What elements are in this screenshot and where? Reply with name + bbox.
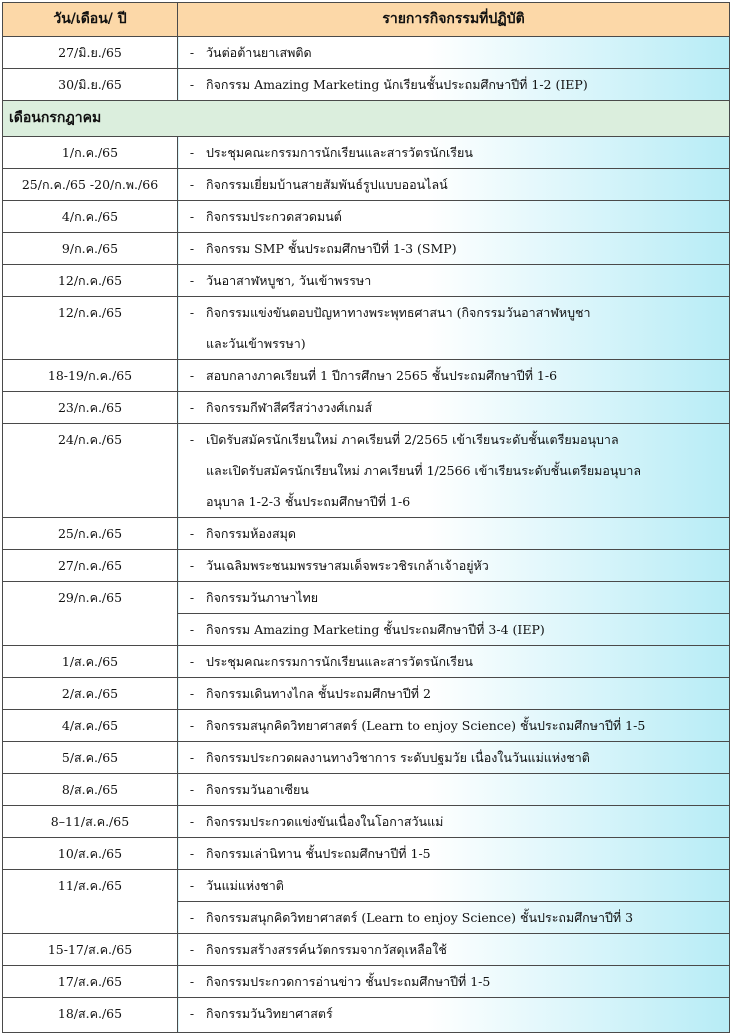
bullet-dash: - [189,782,195,797]
row-date: 27/ก.ค./65 [3,550,178,582]
row-activity [178,265,730,297]
row-date: 4/ก.ค./65 [3,201,178,233]
row-activity [178,550,730,582]
bullet-dash: - [189,1006,195,1021]
bullet-dash: - [189,942,195,957]
activity-line [178,424,729,455]
table-row [3,582,730,614]
schedule-body [3,37,730,1033]
month-heading-row [3,101,730,137]
row-date: 1/ส.ค./65 [3,646,178,678]
row-date: 12/ก.ค./65 [3,297,178,360]
table-row [3,265,730,297]
activity-line [178,774,729,805]
activity-line [178,806,729,837]
activity-text: กิจกรรม Amazing Marketing ชั้นประถมศึกษาปีที่ 3-4 (IEP) [206,622,545,637]
activity-line [178,678,729,709]
table-row [3,297,730,360]
table-row [3,870,730,902]
row-date: 25/ก.ค./65 [3,518,178,550]
row-activity [178,69,730,101]
table-row [3,934,730,966]
bullet-dash: - [189,718,195,733]
table-row [3,742,730,774]
row-date: 23/ก.ค./65 [3,392,178,424]
bullet-dash: - [189,974,195,989]
bullet-dash: - [189,368,195,383]
activity-text: วันเฉลิมพระชนมพรรษาสมเด็จพระวชิรเกล้าเจ้าอยู่หัว [206,558,489,573]
activity-text: กิจกรรมเยี่ยมบ้านสายสัมพันธ์รูปแบบออนไลน์ [206,177,448,192]
row-activity [178,870,730,902]
row-activity [178,646,730,678]
activity-text: ประชุมคณะกรรมการนักเรียนและสารวัตรนักเรียน [206,654,473,669]
activity-text: กิจกรรมกีฬาสีศรีสว่างวงศ์เกมส์ [206,400,373,415]
activity-text-continued: และเปิดรับสมัครนักเรียนใหม่ ภาคเรียนที่ 1/2566 เข้าเรียนระดับชั้นเตรียมอนุบาล [206,463,642,478]
bullet-dash: - [189,273,195,288]
activity-line [178,998,729,1029]
table-row [3,998,730,1033]
activity-line [178,37,729,68]
activity-text: กิจกรรมเล่านิทาน ชั้นประถมศึกษาปีที่ 1-5 [206,846,431,861]
activity-line [178,169,729,200]
activity-text: กิจกรรมสนุกคิดวิทยาศาสตร์ (Learn to enjoy Science) ชั้นประถมศึกษาปีที่ 1-5 [206,718,646,733]
table-row [3,966,730,998]
date-column-header: วัน/เดือน/ ปี [3,3,178,37]
bullet-dash: - [189,558,195,573]
table-row [3,678,730,710]
activity-line [178,870,729,901]
activity-text: กิจกรรมสนุกคิดวิทยาศาสตร์ (Learn to enjoy Science) ชั้นประถมศึกษาปีที่ 3 [206,910,634,925]
activity-text: วันต่อต้านยาเสพติด [206,45,312,60]
row-activity [178,838,730,870]
row-date: 10/ส.ค./65 [3,838,178,870]
activity-column-header: รายการกิจกรรมที่ปฏิบัติ [178,3,730,37]
row-date: 11/ส.ค./65 [3,870,178,934]
activity-line [178,614,729,645]
row-date: 2/ส.ค./65 [3,678,178,710]
activity-line [178,934,729,965]
table-header-row [3,3,730,37]
row-activity [178,233,730,265]
activity-line [178,201,729,232]
bullet-dash: - [189,910,195,925]
row-activity [178,582,730,614]
row-date: 18-19/ก.ค./65 [3,360,178,392]
activity-line [178,646,729,677]
row-activity [178,774,730,806]
activity-line [178,742,729,773]
activity-text: กิจกรรมสร้างสรรค์นวัตกรรมจากวัสดุเหลือใช้ [206,942,447,957]
activity-line [178,582,729,613]
row-date: 15-17/ส.ค./65 [3,934,178,966]
activity-text: กิจกรรม SMP ชั้นประถมศึกษาปีที่ 1-3 (SMP) [206,241,457,256]
table-row [3,550,730,582]
bullet-dash: - [189,177,195,192]
bullet-dash: - [189,526,195,541]
row-date: 9/ก.ค./65 [3,233,178,265]
table-row [3,392,730,424]
table-row [3,201,730,233]
row-activity [178,806,730,838]
row-activity [178,934,730,966]
activity-text: กิจกรรม Amazing Marketing นักเรียนชั้นประถมศึกษาปีที่ 1-2 (IEP) [206,77,588,92]
row-activity [178,998,730,1033]
activity-text: กิจกรรมเดินทางไกล ชั้นประถมศึกษาปีที่ 2 [206,686,431,701]
row-date: 8/ส.ค./65 [3,774,178,806]
activity-line [178,966,729,997]
activity-line [178,710,729,741]
activity-text: กิจกรรมห้องสมุด [206,526,296,541]
activity-line [178,838,729,869]
row-activity [178,297,730,360]
activity-line [178,550,729,581]
bullet-dash: - [189,686,195,701]
activity-text: กิจกรรมประกวดผลงานทางวิชาการ ระดับปฐมวัย เนื่องในวันแม่แห่งชาติ [206,750,590,765]
row-activity [178,424,730,518]
bullet-dash: - [189,145,195,160]
table-row [3,37,730,69]
activity-schedule-table [2,2,730,1033]
activity-line [178,69,729,100]
row-activity [178,360,730,392]
row-date: 8–11/ส.ค./65 [3,806,178,838]
bullet-dash: - [189,432,195,447]
table-row [3,169,730,201]
bullet-dash: - [189,45,195,60]
row-activity [178,137,730,169]
activity-line [178,360,729,391]
row-date: 27/มิ.ย./65 [3,37,178,69]
row-date: 30/มิ.ย./65 [3,69,178,101]
bullet-dash: - [189,814,195,829]
activity-line [178,233,729,264]
row-date: 25/ก.ค./65 -20/ก.พ./66 [3,169,178,201]
table-row [3,710,730,742]
row-activity [178,614,730,646]
activity-text: กิจกรรมประกวดการอ่านข่าว ชั้นประถมศึกษาปีที่ 1-5 [206,974,491,989]
row-activity [178,742,730,774]
activity-line [178,518,729,549]
activity-text: กิจกรรมวันภาษาไทย [206,590,319,605]
bullet-dash: - [189,77,195,92]
table-row [3,774,730,806]
table-row [3,518,730,550]
row-activity [178,392,730,424]
table-row [3,646,730,678]
row-date: 29/ก.ค./65 [3,582,178,646]
bullet-dash: - [189,878,195,893]
row-date: 5/ส.ค./65 [3,742,178,774]
bullet-dash: - [189,209,195,224]
activity-text: กิจกรรมแข่งขันตอบปัญหาทางพระพุทธศาสนา (กิจกรรมวันอาสาฬหบูชา [206,305,591,320]
row-activity [178,201,730,233]
activity-text-continued: และวันเข้าพรรษา) [206,336,306,351]
bullet-dash: - [189,846,195,861]
bullet-dash: - [189,750,195,765]
table-row [3,424,730,518]
row-date: 4/ส.ค./65 [3,710,178,742]
table-row [3,137,730,169]
activity-text: กิจกรรมประกวดแข่งขันเนื่องในโอกาสวันแม่ [206,814,444,829]
activity-line [178,137,729,168]
activity-text: เปิดรับสมัครนักเรียนใหม่ ภาคเรียนที่ 2/2565 เข้าเรียนระดับชั้นเตรียมอนุบาล [206,432,619,447]
bullet-dash: - [189,400,195,415]
activity-text-continued: อนุบาล 1-2-3 ชั้นประถมศึกษาปีที่ 1-6 [206,494,411,509]
activity-text: ประชุมคณะกรรมการนักเรียนและสารวัตรนักเรียน [206,145,473,160]
table-row [3,233,730,265]
activity-text: สอบกลางภาคเรียนที่ 1 ปีการศึกษา 2565 ชั้นประถมศึกษาปีที่ 1-6 [206,368,558,383]
activity-text: กิจกรรมประกวดสวดมนต์ [206,209,342,224]
activity-line [178,392,729,423]
row-activity [178,966,730,998]
row-date: 18/ส.ค./65 [3,998,178,1033]
table-row [3,806,730,838]
row-activity [178,902,730,934]
table-row [3,838,730,870]
row-date: 24/ก.ค./65 [3,424,178,518]
table-row [3,69,730,101]
table-row [3,360,730,392]
row-date: 12/ก.ค./65 [3,265,178,297]
row-activity [178,710,730,742]
activity-text: วันอาสาฬหบูชา, วันเข้าพรรษา [206,273,372,288]
activity-text: กิจกรรมวันอาเซียน [206,782,309,797]
row-activity [178,518,730,550]
row-date: 1/ก.ค./65 [3,137,178,169]
activity-text: วันแม่แห่งชาติ [206,878,284,893]
row-date: 17/ส.ค./65 [3,966,178,998]
bullet-dash: - [189,590,195,605]
month-heading: เดือนกรกฎาคม [3,101,730,137]
bullet-dash: - [189,305,195,320]
row-activity [178,37,730,69]
bullet-dash: - [189,241,195,256]
row-activity [178,169,730,201]
bullet-dash: - [189,654,195,669]
activity-text: กิจกรรมวันวิทยาศาสตร์ [206,1006,333,1021]
activity-line [178,265,729,296]
bullet-dash: - [189,622,195,637]
row-activity [178,678,730,710]
activity-line [178,297,729,328]
activity-line [178,902,729,933]
